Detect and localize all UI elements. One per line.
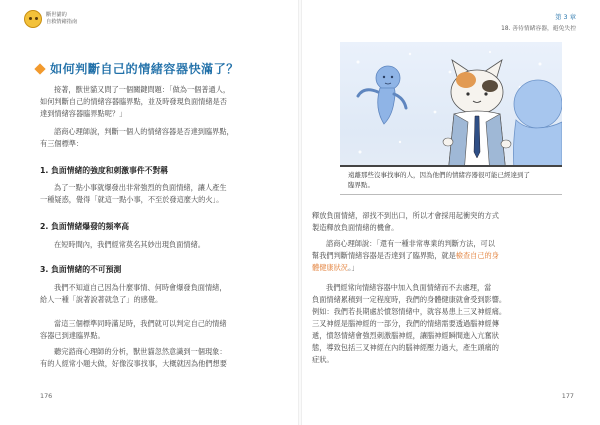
section-title xyxy=(36,60,239,77)
chapter-header xyxy=(501,12,576,32)
highlight-health-status: 體健康狀況 xyxy=(312,263,348,272)
chapter-number: 第 3 章 xyxy=(555,13,576,21)
blue-ghost-figure xyxy=(358,66,406,124)
book-logo xyxy=(24,10,77,28)
body-paragraph: 我們經常向情緒容器中加入負面情緒而不去處理，當 負面情緒累積到一定程度時，我們的身體健康就會受到影響。 例如：我們若長期處於憤怒情緒中，就容易患上三叉神經痛。 三叉神經是腦神經的一部分，我們的情緒需要透過腦神經傳 遞，憤怒情緒會強烈刺激腦神經，讓腦神經瞬間進入亢奮狀 態，導致包括三叉神經在內的腦神經壓力過大，產生頭痛的 症狀。 xyxy=(312,283,507,364)
point-1-heading: 1. 負面情緒的強度和刺激事件不對稱 xyxy=(40,166,169,175)
illustration-caption: 遠離那些沒事找事的人，因為他們的情緒容器很可能已經達到了 臨界點。 xyxy=(340,165,562,195)
page-number-right: 177 xyxy=(561,392,574,400)
point-3-paragraph: 我們不知道自己因為什麼事情、何時會爆發負面情緒， 給人一種「說著說著就急了」的感覺。 xyxy=(40,283,227,304)
cat-face-icon xyxy=(24,10,42,28)
summary-paragraph: 當這三個標準同時滿足時，我們就可以判定自己的情緒 容器已到達臨界點。 xyxy=(40,319,227,340)
analysis-paragraph: 聽完諮商心理師的分析，獸世貓忽然意識到一個現象： 有的人經常小題大做，好像沒事找事，大概就因為他們想要 xyxy=(40,347,227,368)
highlight-health-check: 檢查自己的身 xyxy=(455,251,499,260)
diamond-bullet-icon xyxy=(34,63,45,74)
page-number-left: 176 xyxy=(40,392,53,400)
chapter-title: 18. 善待情緒容器，避免失控 xyxy=(501,26,576,32)
point-1-paragraph: 為了一點小事就爆發出非常強烈的負面情緒，讓人產生 一種疑惑，覺得「就這一點小事，不至於發這麼大的火」。 xyxy=(40,183,227,204)
section-title-text: 如何判斷自己的情緒容器快滿了？ xyxy=(50,62,239,76)
intro-paragraph: 接著，獸世貓又問了一個關鍵問題：「做為一個普通人， 如何判斷自己的情緒容器臨界點，並及時發現負面情緒是否 達到情緒容器臨界點呢？」 xyxy=(40,85,231,118)
book-gutter xyxy=(298,0,302,425)
point-2-paragraph: 在短時間內，我們經常莫名其妙出現負面情緒。 xyxy=(54,240,205,249)
point-3-heading: 3. 負面情緒的不可預測 xyxy=(40,265,122,274)
consult-paragraph: 諮商心理師說，判斷一個人的情緒容器是否達到臨界點， 有三個標準： xyxy=(40,127,234,148)
cat-character xyxy=(443,60,511,174)
point-2-heading: 2. 負面情緒爆發的頻率高 xyxy=(40,222,130,231)
continuation-paragraph: 釋放負面情緒，卻找不到出口，所以才會採用起衝突的方式 製造釋放負面情緒的機會。 xyxy=(312,211,499,232)
expert-paragraph: 諮商心理師說：「還有一種非常專業的判斷方法，可以 幫我們判斷情緒容器是否達到了臨界點，就是檢查自己的身 體健康狀況。」 xyxy=(312,239,499,272)
book-logo-text: 斷世貓的 自救情緒指南 xyxy=(46,12,78,25)
